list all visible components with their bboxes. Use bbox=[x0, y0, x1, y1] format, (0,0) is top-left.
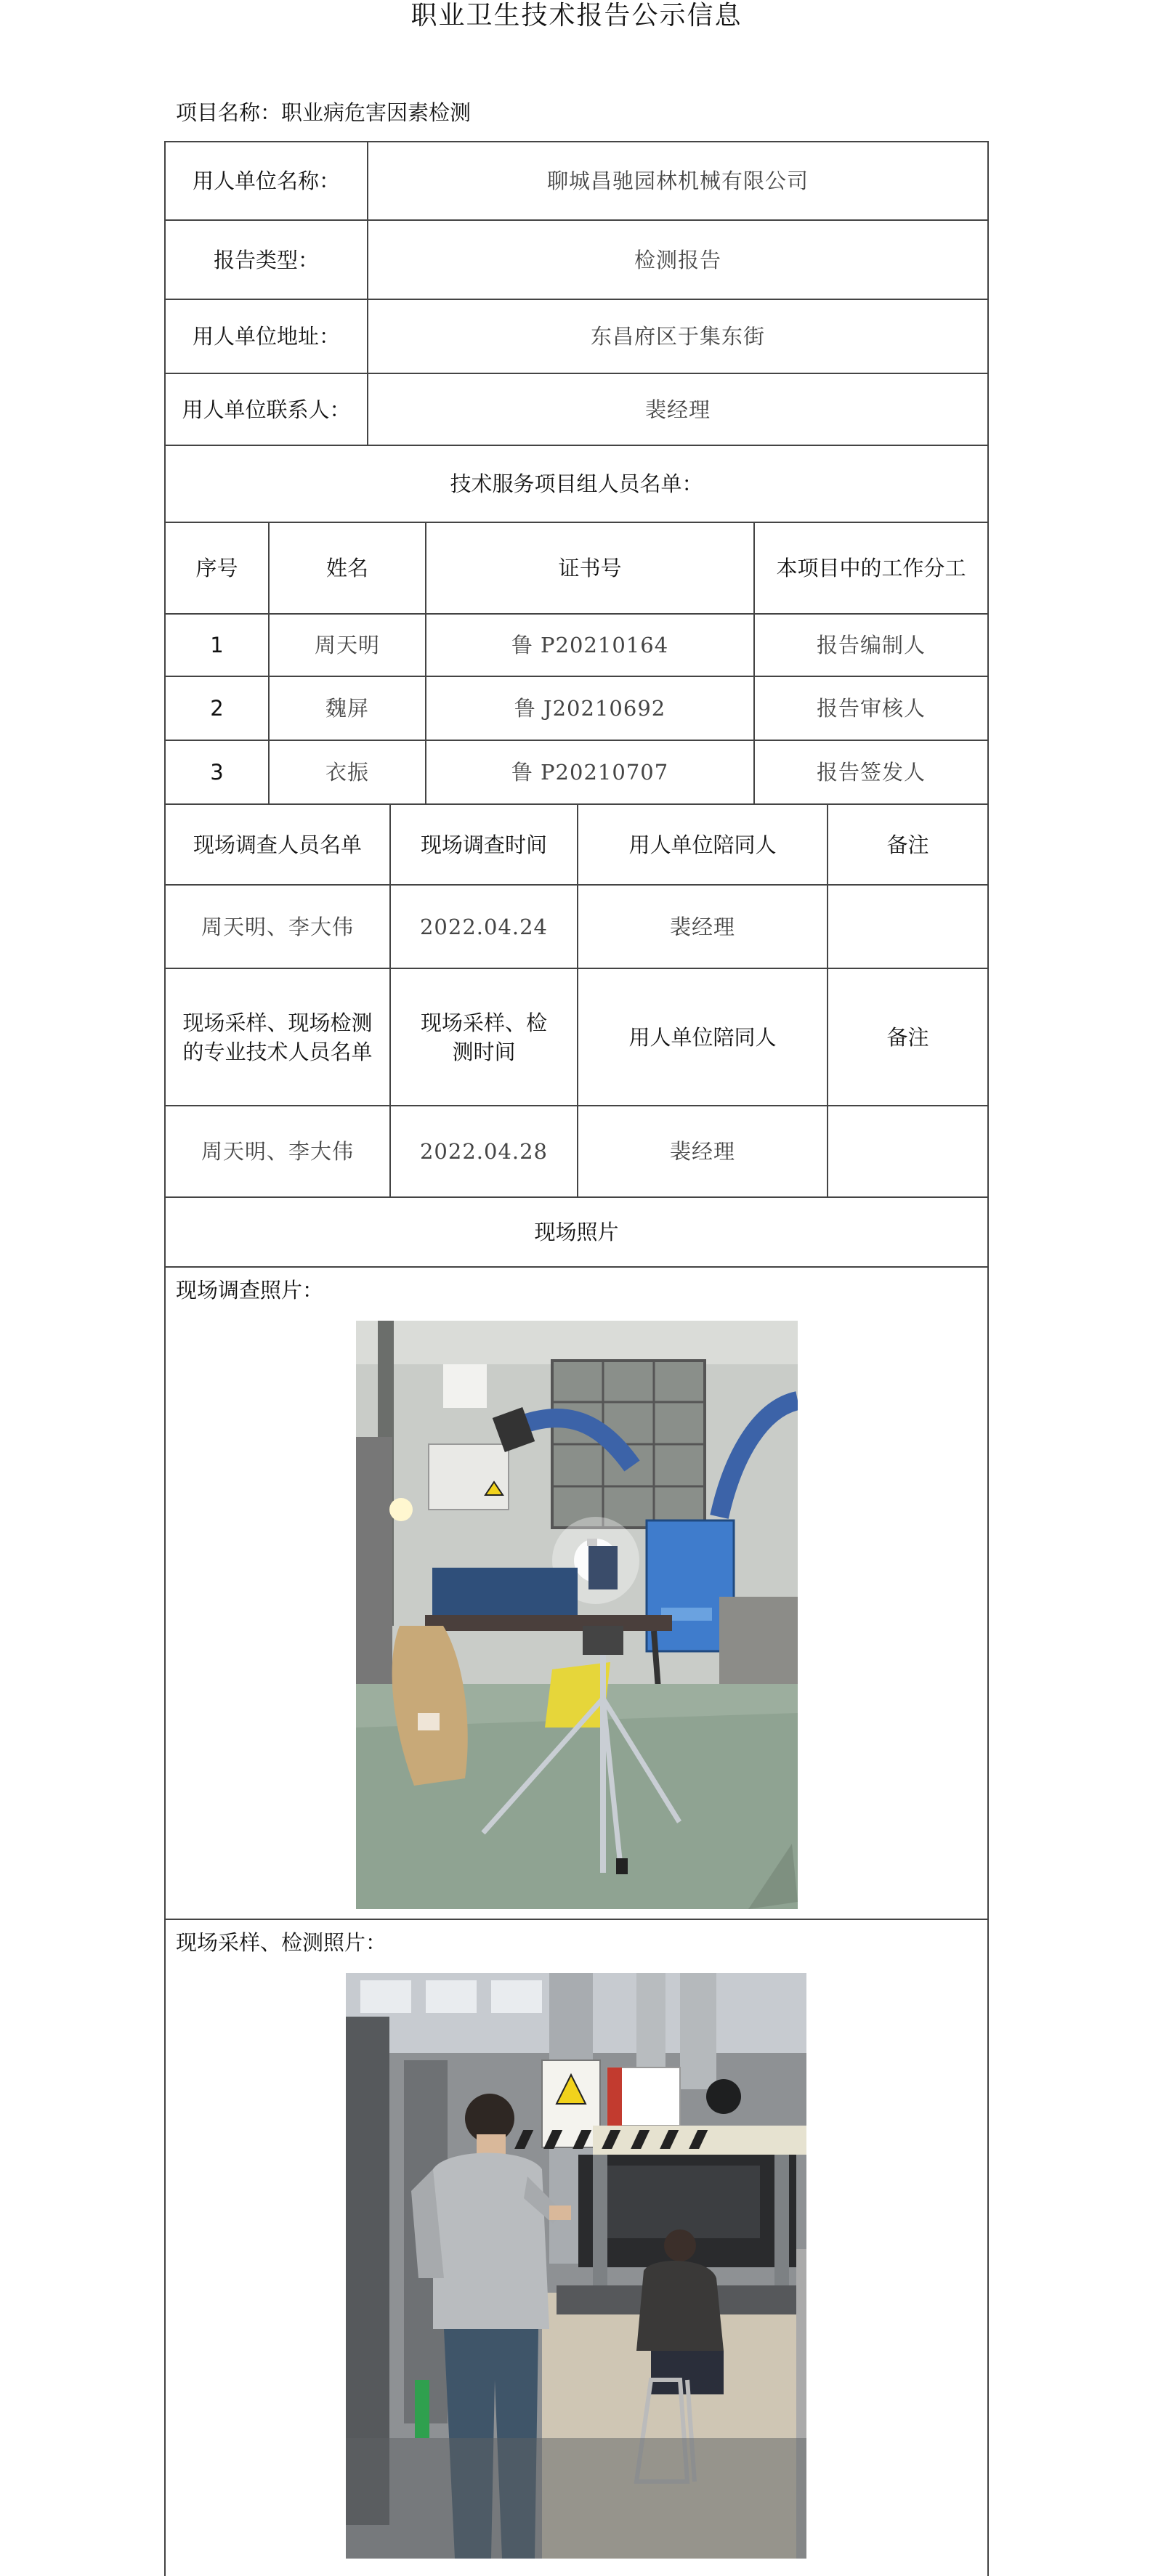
survey-photo bbox=[356, 1321, 798, 1909]
survey-col-note: 备注 bbox=[827, 803, 989, 886]
survey-col-staff: 现场调查人员名单 bbox=[164, 803, 391, 886]
sampling-col-time: 现场采样、检测时间 bbox=[389, 968, 578, 1106]
survey-photo-label: 现场调查照片： bbox=[176, 1278, 324, 1303]
team-row-3-no: 3 bbox=[164, 740, 270, 805]
sampling-staff-value: 周天明、李大伟 bbox=[164, 1105, 391, 1198]
survey-col-time: 现场调查时间 bbox=[389, 803, 578, 886]
survey-escort-value: 裴经理 bbox=[577, 884, 828, 969]
employer-name-label: 用人单位名称： bbox=[164, 141, 368, 221]
team-col-cert: 证书号 bbox=[425, 522, 755, 615]
report-type-label: 报告类型： bbox=[164, 219, 368, 300]
contact-value: 裴经理 bbox=[367, 373, 989, 446]
sampling-col-staff: 现场采样、现场检测的专业技术人员名单 bbox=[164, 968, 391, 1106]
page-title: 职业卫生技术报告公示信息 bbox=[410, 1, 743, 31]
team-row-1-cert: 鲁 P20210164 bbox=[425, 613, 755, 677]
sampling-photo-label: 现场采样、检测照片： bbox=[176, 1930, 387, 1955]
project-label: 项目名称： bbox=[176, 100, 282, 125]
photos-heading: 现场照片 bbox=[164, 1196, 989, 1268]
sampling-col-note: 备注 bbox=[827, 968, 989, 1106]
project-line bbox=[176, 94, 471, 131]
team-row-2-cert: 鲁 J20210692 bbox=[425, 676, 755, 741]
sampling-col-escort: 用人单位陪同人 bbox=[577, 968, 828, 1106]
sampling-photo bbox=[346, 1973, 806, 2559]
contact-label: 用人单位联系人： bbox=[164, 373, 368, 446]
team-row-1-role: 报告编制人 bbox=[753, 613, 989, 677]
team-row-2-no: 2 bbox=[164, 676, 270, 741]
survey-col-escort: 用人单位陪同人 bbox=[577, 803, 828, 886]
sampling-escort-value: 裴经理 bbox=[577, 1105, 828, 1198]
address-label: 用人单位地址： bbox=[164, 299, 368, 374]
team-col-no: 序号 bbox=[164, 522, 270, 615]
team-row-1-no: 1 bbox=[164, 613, 270, 677]
team-col-role: 本项目中的工作分工 bbox=[753, 522, 989, 615]
team-row-3-name: 衣振 bbox=[268, 740, 426, 805]
sampling-time-value: 2022.04.28 bbox=[389, 1105, 578, 1198]
address-value: 东昌府区于集东街 bbox=[367, 299, 989, 374]
employer-name-value: 聊城昌驰园林机械有限公司 bbox=[367, 141, 989, 221]
team-heading: 技术服务项目组人员名单： bbox=[164, 445, 989, 523]
team-row-1-name: 周天明 bbox=[268, 613, 426, 677]
survey-time-value: 2022.04.24 bbox=[389, 884, 578, 969]
team-row-3-cert: 鲁 P20210707 bbox=[425, 740, 755, 805]
project-name: 职业病危害因素检测 bbox=[281, 100, 472, 125]
report-type-value: 检测报告 bbox=[367, 219, 989, 300]
team-col-name: 姓名 bbox=[268, 522, 426, 615]
team-row-2-role: 报告审核人 bbox=[753, 676, 989, 741]
team-row-3-role: 报告签发人 bbox=[753, 740, 989, 805]
team-row-2-name: 魏屏 bbox=[268, 676, 426, 741]
survey-note-value bbox=[827, 884, 989, 969]
sampling-note-value bbox=[827, 1105, 989, 1198]
survey-staff-value: 周天明、李大伟 bbox=[164, 884, 391, 969]
